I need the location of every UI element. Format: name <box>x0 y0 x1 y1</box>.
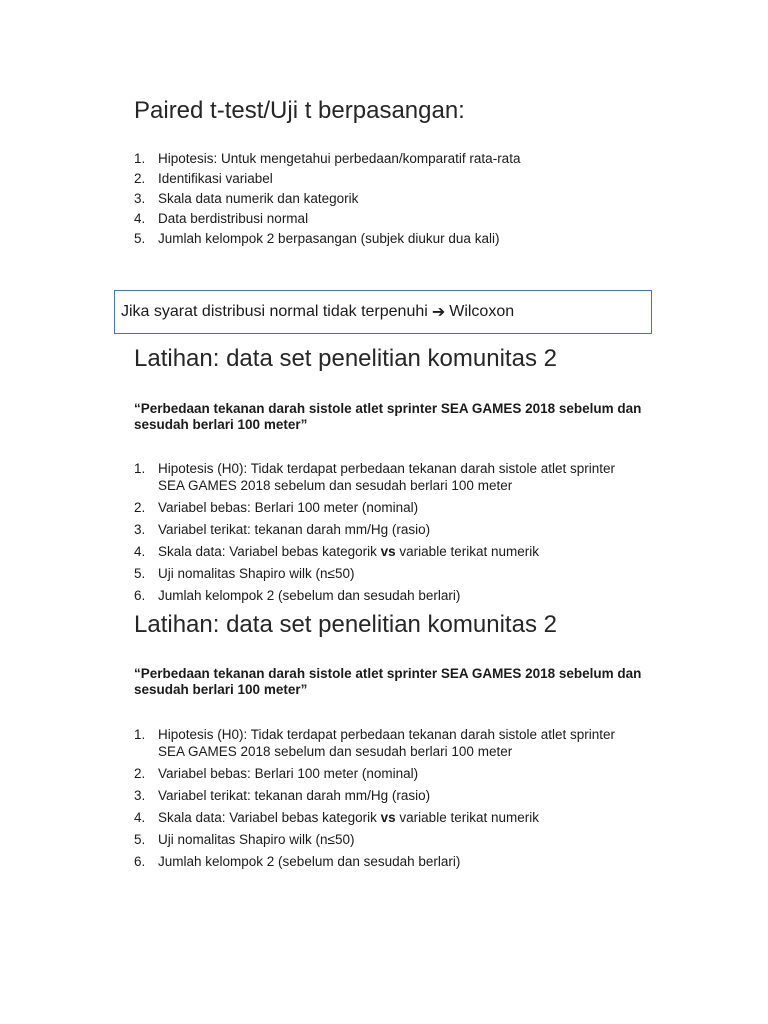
note-test-name: Wilcoxon <box>449 303 515 320</box>
list-item <box>134 460 628 494</box>
slide2-title: Latihan: data set penelitian komunitas 2 <box>134 345 557 372</box>
list-text: Variabel bebas: Berlari 100 meter (nominal) <box>158 766 419 781</box>
requirements-list <box>134 150 654 250</box>
list-number: 1. <box>134 461 146 476</box>
research-title-quote: “Perbedaan tekanan darah sistole atlet sprinter SEA GAMES 2018 sebelum dan sesudah berlari 100 meter” <box>134 401 642 432</box>
exercise-list <box>134 726 628 875</box>
list-item <box>134 150 654 167</box>
list-text: Variabel bebas: Berlari 100 meter (nominal) <box>158 500 419 515</box>
list-item <box>134 565 628 582</box>
list-text-part: variable terikat numerik <box>395 544 539 559</box>
list-item <box>134 210 654 227</box>
list-number: 2. <box>134 171 146 186</box>
list-item <box>134 170 654 187</box>
list-text <box>158 543 628 560</box>
list-number: 1. <box>134 727 146 742</box>
list-text: Uji nomalitas Shapiro wilk (n≤50) <box>158 566 355 581</box>
list-item <box>134 853 628 870</box>
list-text: Hipotesis: Untuk mengetahui perbedaan/komparatif rata-rata <box>158 151 521 166</box>
list-text: Variabel terikat: tekanan darah mm/Hg (rasio) <box>158 522 431 537</box>
list-number: 4. <box>134 211 146 226</box>
list-item <box>134 190 654 207</box>
list-item <box>134 831 628 848</box>
arrow-right-icon: ➔ <box>431 304 446 321</box>
list-number: 4. <box>134 544 146 559</box>
list-text: Data berdistribusi normal <box>158 211 309 226</box>
list-text-bold: vs <box>380 810 396 825</box>
list-text: Hipotesis (H0): Tidak terdapat perbedaan tekanan darah sistole atlet sprinter SEA GAMES 2018 sebelum dan sesudah berlari 100 meter <box>158 727 616 759</box>
list-item <box>134 765 628 782</box>
list-text-part: variable terikat numerik <box>395 810 539 825</box>
list-text-part: Skala data: Variabel bebas kategorik <box>158 544 381 559</box>
exercise-list <box>134 460 628 609</box>
list-text: Identifikasi variabel <box>158 171 273 186</box>
list-text-part: Skala data: Variabel bebas kategorik <box>158 810 381 825</box>
list-text: Uji nomalitas Shapiro wilk (n≤50) <box>158 832 355 847</box>
list-item <box>134 726 628 760</box>
research-title-quote: “Perbedaan tekanan darah sistole atlet sprinter SEA GAMES 2018 sebelum dan sesudah berlari 100 meter” <box>134 666 642 697</box>
list-item <box>134 543 628 560</box>
wilcoxon-note-box <box>114 290 652 334</box>
list-text: Jumlah kelompok 2 (sebelum dan sesudah berlari) <box>158 588 461 603</box>
list-text: Skala data numerik dan kategorik <box>158 191 359 206</box>
list-item <box>134 521 628 538</box>
list-number: 3. <box>134 522 146 537</box>
slide1-title: Paired t-test/Uji t berpasangan: <box>134 97 465 124</box>
list-text: Jumlah kelompok 2 (sebelum dan sesudah berlari) <box>158 854 461 869</box>
list-item <box>134 587 628 604</box>
list-number: 3. <box>134 191 146 206</box>
list-number: 2. <box>134 500 146 515</box>
list-item <box>134 499 628 516</box>
list-item <box>134 230 654 247</box>
list-number: 2. <box>134 766 146 781</box>
note-text: Jika syarat distribusi normal tidak terpenuhi <box>121 303 428 320</box>
list-text: Jumlah kelompok 2 berpasangan (subjek diukur dua kali) <box>158 231 500 246</box>
list-number: 1. <box>134 151 146 166</box>
list-number: 4. <box>134 810 146 825</box>
list-text: Variabel terikat: tekanan darah mm/Hg (rasio) <box>158 788 431 803</box>
list-number: 6. <box>134 854 146 869</box>
list-item <box>134 809 628 826</box>
list-text-bold: vs <box>380 544 396 559</box>
list-number: 5. <box>134 566 146 581</box>
slide3-title: Latihan: data set penelitian komunitas 2 <box>134 611 557 638</box>
list-number: 6. <box>134 588 146 603</box>
list-item <box>134 787 628 804</box>
list-text <box>158 809 628 826</box>
list-number: 3. <box>134 788 146 803</box>
list-text: Hipotesis (H0): Tidak terdapat perbedaan tekanan darah sistole atlet sprinter SEA GAMES 2018 sebelum dan sesudah berlari 100 meter <box>158 461 616 493</box>
list-number: 5. <box>134 832 146 847</box>
list-number: 5. <box>134 231 146 246</box>
